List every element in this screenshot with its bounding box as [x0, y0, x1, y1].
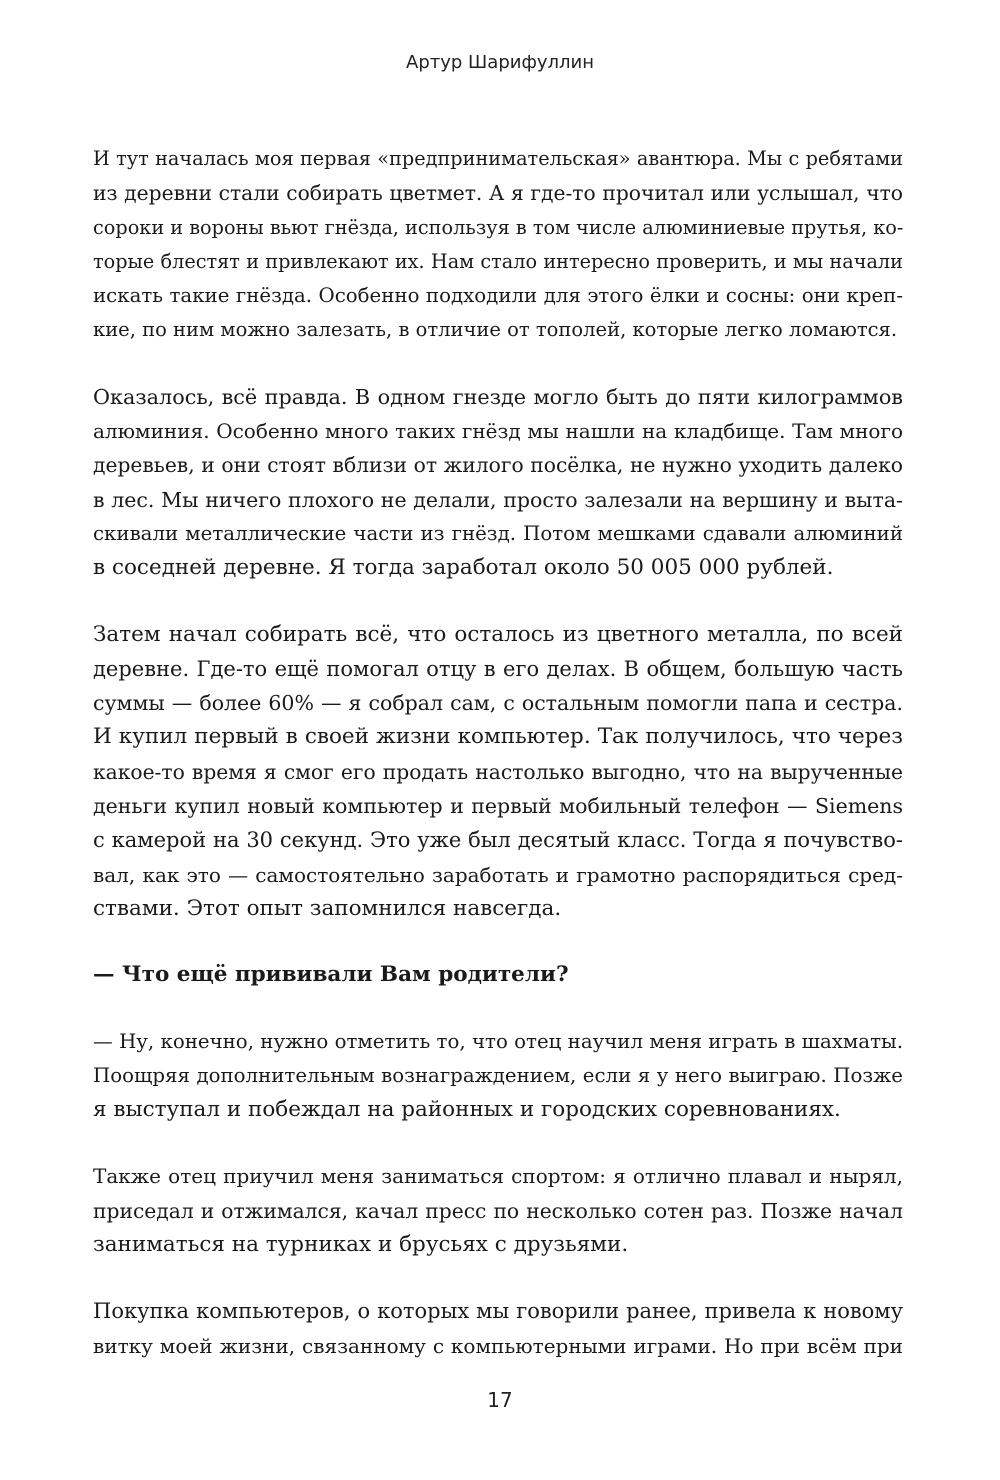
text-line: Поощряя дополнительным вознаграждением, если я у него выиграю. Позже — [93, 1063, 903, 1087]
text-line: я выступал и побеждал на районных и городских соревнованиях. — [93, 1097, 841, 1123]
text-line: деньги купил новый компьютер и первый мобильный телефон — Siemens — [93, 794, 903, 819]
text-line: Затем начал собирать всё, что осталось из цветного металла, по всей — [93, 621, 903, 647]
text-line: Оказалось, всё правда. В одном гнезде могло быть до пяти килограммов — [93, 384, 903, 409]
text-line: деревне. Где-то ещё помогал отцу в его делах. В общем, большую часть — [93, 656, 903, 681]
text-line: какое-то время я смог его продать настолько выгодно, что на вырученные — [93, 759, 903, 784]
text-line: скивали металлические части из гнёзд. Потом мешками сдавали алюминий — [93, 521, 903, 545]
paragraph — [93, 380, 903, 586]
text-line: приседал и отжимался, качал пресс по несколько сотен раз. Позже начал — [93, 1198, 903, 1223]
text-line: искать такие гнёзда. Особенно подходили для этого ёлки и сосны: они креп- — [93, 284, 903, 308]
text-line: сороки и вороны вьют гнёзда, используя в том числе алюминиевые прутья, ко- — [93, 215, 904, 239]
text-line: И тут началась моя первая «предпринимательская» авантюра. Мы с ребятами — [93, 147, 903, 170]
text-line: алюминия. Особенно много таких гнёзд мы нашли на кладбище. Там много — [93, 419, 903, 444]
paragraph — [93, 1159, 903, 1262]
body-text — [93, 142, 903, 1395]
text-line: витку моей жизни, связанному с компьютерными играми. Но при всём при — [93, 1333, 903, 1358]
question-line: — Что ещё прививали Вам родители? — [93, 962, 569, 988]
text-line: с камерой на 30 секунд. Это уже был десятый класс. Тогда я почувство- — [93, 828, 903, 853]
text-line: Покупка компьютеров, о которых мы говорили ранее, привела к новому — [93, 1299, 903, 1324]
text-line: вал, как это — самостоятельно заработать и грамотно распорядиться сред- — [93, 862, 903, 887]
text-line: в соседней деревне. Я тогда заработал около 50 005 000 рублей. — [93, 555, 834, 581]
text-line: ствами. Этот опыт запомнился навсегда. — [93, 895, 562, 921]
text-line: — Ну, конечно, нужно отметить то, что отец научил меня играть в шахматы. — [93, 1029, 903, 1053]
interview-question — [93, 958, 903, 992]
text-line: из деревни стали собирать цветмет. А я где-то прочитал или услышал, что — [93, 181, 903, 206]
paragraph — [93, 142, 903, 348]
text-line: деревьев, и они стоят вблизи от жилого посёлка, не нужно уходить далеко — [93, 453, 903, 478]
text-line: Также отец приучил меня заниматься спортом: я отлично плавал и нырял, — [93, 1164, 903, 1189]
running-head-author: Артур Шарифуллин — [406, 52, 594, 73]
paragraph — [93, 618, 903, 927]
text-line: торые блестят и привлекают их. Нам стало интересно проверить, и мы начали — [93, 249, 903, 273]
text-line: кие, по ним можно залезать, в отличие от тополей, которые легко ломаются. — [93, 318, 898, 342]
paragraph — [93, 1025, 903, 1128]
page-number: 17 — [487, 1388, 513, 1412]
text-line: в лес. Мы ничего плохого не делали, просто залезали на вершину и выта- — [93, 487, 903, 512]
text-line: суммы — более 60% — я собрал сам, с остальным помогли папа и сестра. — [93, 691, 903, 716]
text-line: заниматься на турниках и брусьях с друзьями. — [93, 1232, 629, 1258]
paragraph — [93, 1294, 903, 1363]
text-line: И купил первый в своей жизни компьютер. Так получилось, что через — [93, 724, 903, 750]
